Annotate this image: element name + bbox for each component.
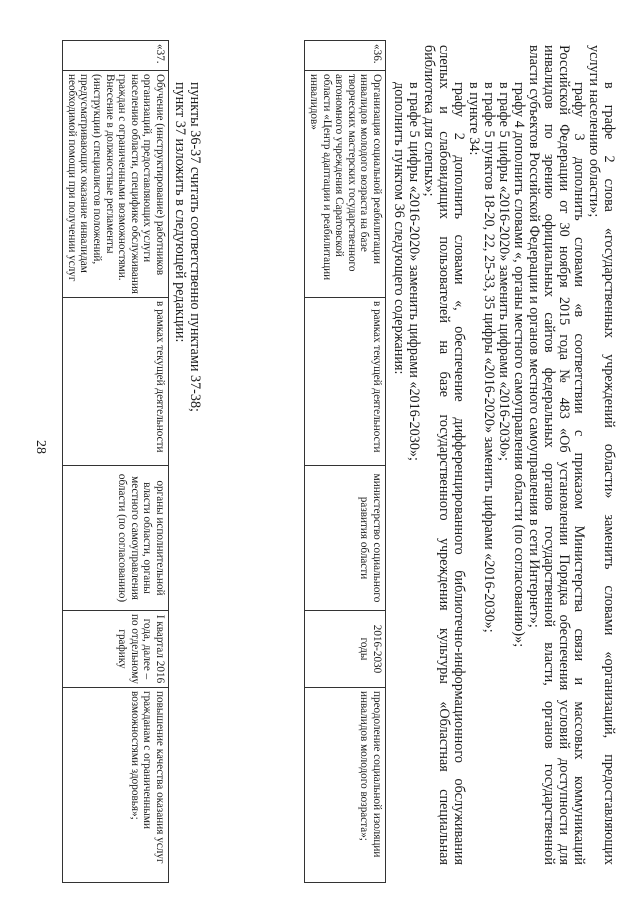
paragraph-line: дополнить пунктом 36 следующего содержания:: [391, 82, 407, 375]
paragraph-line: в графе 2 слова «государственных учреждений области» заменить словами «организаций, предоставляющих: [601, 82, 617, 865]
paragraph-line: Российской Федерации от 30 ноября 2015 года № 483 «Об установлении Порядка обеспечения условий доступности для: [556, 45, 572, 865]
paragraph-line: пункт 37 изложить в следующей редакции:: [172, 82, 188, 343]
item-executor: органы исполнительной власти области, органы местного самоуправления области (по согласованию): [63, 466, 169, 611]
table-row: [63, 41, 169, 883]
paragraph-line: в графе 5 цифры «2016-2020» заменить цифрами «2016-2030»;: [496, 82, 512, 461]
paragraph-line: в графе 5 пунктов 18-20, 22, 25-33, 35 цифры «2016-2020» заменить цифрами «2016-2030»;: [481, 82, 497, 633]
item-period: 2016-2030 годы: [305, 611, 386, 688]
item-description: Обучение (инструктирование) работников организаций, предоставляющих услуги населению области, специфике обслуживания граждан с ограниченными возможностями. Внесение в должностные регламенты (инструкции) специалистов положений, предусматривающих оказание инвалидам необходимой помощи при получении услуг: [63, 71, 169, 298]
item-result: повышение качества оказания услуг гражданам с ограниченными возможностями здоровья»;: [63, 688, 169, 883]
item-number: «36.: [305, 41, 386, 71]
item-result: преодоление социальной изоляции инвалидов молодого возраста»;: [305, 688, 386, 883]
paragraph-line: графу 4 дополнить словами «, органы местного самоуправления области (по согласованию)»;: [511, 82, 527, 648]
table-row-36: [304, 40, 386, 883]
paragraph-line: слепых и слабовидящих пользователей на базе государственного учреждения культуры «Областная специальная: [436, 45, 452, 865]
item-funding: в рамках текущей деятельности: [63, 298, 169, 466]
paragraph-line: инвалидов по зрению официальных сайтов федеральных органов государственной власти, органов государственной: [541, 45, 557, 865]
paragraph-line: услуги населению области»;: [586, 45, 602, 218]
paragraph-line: графу 2 дополнить словами «, обеспечение дифференцированного библиотечно-информационного обслуживания: [451, 82, 467, 865]
paragraph-line: в пункте 34:: [466, 82, 482, 156]
paragraph-line: библиотека для слепых»;: [421, 45, 437, 197]
item-funding: в рамках текущей деятельности: [305, 298, 386, 466]
paragraph-line: власти субъектов Российской Федерации и органов местного самоуправления в сети Интернет»;: [526, 45, 542, 628]
table-row-37: [62, 40, 169, 883]
paragraph-line: графу 3 дополнить словами «в соответствии с приказом Министерства связи и массовых коммуникаций: [571, 82, 587, 865]
item-period: I квартал 2016 года, далее – по отдельному графику: [63, 611, 169, 688]
page-number: 28: [33, 440, 48, 454]
item-description: Организация социальной реабилитации инвалидов молодого возраста на базе творческих мастерских государственного автономного учреждения Саратовской области «Центр адаптации и реабилитации инвалидов»: [305, 71, 386, 298]
paragraph-line: в графе 5 цифры «2016-2020» заменить цифрами «2016-2030»;: [406, 82, 422, 461]
table-row: [305, 41, 386, 883]
paragraph-line: пункты 36-37 считать соответственно пунктами 37-38;: [187, 82, 203, 413]
item-number: «37.: [63, 41, 169, 71]
item-executor: министерство социального развития области: [305, 466, 386, 611]
